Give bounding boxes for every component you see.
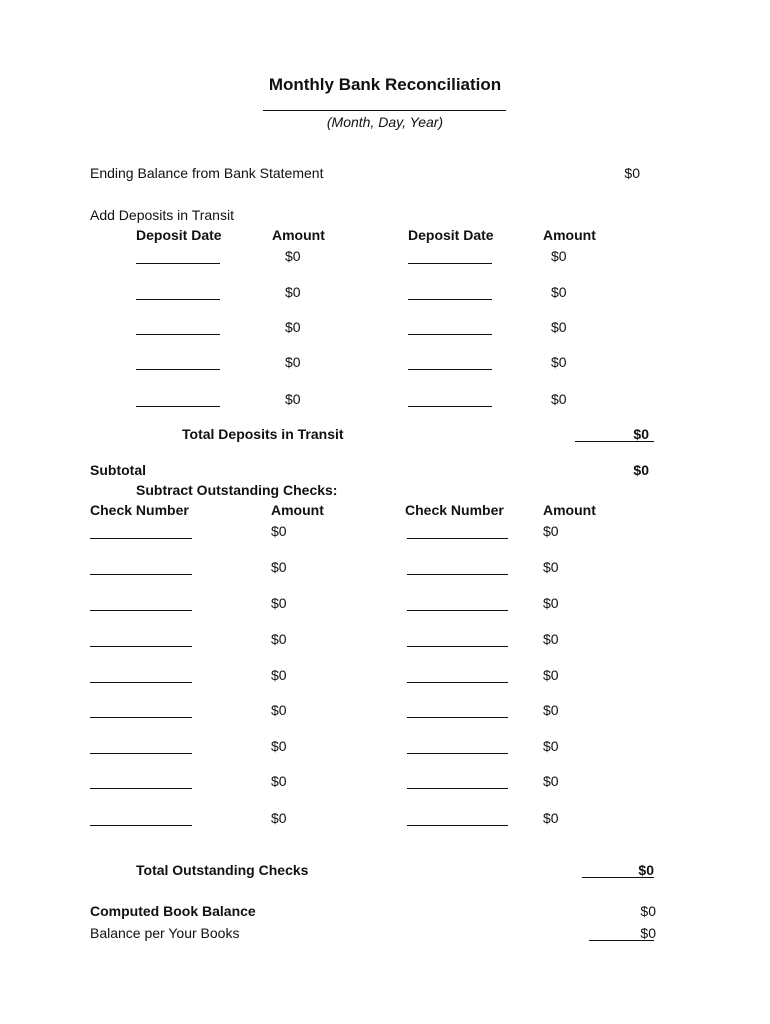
deposit-date-blank-left[interactable] bbox=[136, 263, 220, 264]
date-caption: (Month, Day, Year) bbox=[326, 114, 444, 130]
deposit-date-blank-left[interactable] bbox=[136, 406, 220, 407]
check-amount-left: $0 bbox=[271, 738, 287, 754]
computed-book-balance-value: $0 bbox=[640, 903, 656, 919]
check-number-blank-left[interactable] bbox=[90, 574, 192, 575]
check-number-blank-right[interactable] bbox=[407, 574, 508, 575]
deposit-date-blank-right[interactable] bbox=[408, 334, 492, 335]
deposit-amount-left: $0 bbox=[285, 319, 301, 335]
deposit-date-blank-right[interactable] bbox=[408, 369, 492, 370]
deposit-amount-right: $0 bbox=[551, 354, 567, 370]
check-amount-left: $0 bbox=[271, 773, 287, 789]
subtotal-label: Subtotal bbox=[90, 462, 146, 478]
deposit-date-header-left: Deposit Date bbox=[136, 227, 222, 243]
deposit-amount-left: $0 bbox=[285, 284, 301, 300]
check-number-header-right: Check Number bbox=[405, 502, 504, 518]
check-amount-right: $0 bbox=[543, 595, 559, 611]
total-checks-label: Total Outstanding Checks bbox=[136, 862, 309, 878]
check-number-blank-left[interactable] bbox=[90, 788, 192, 789]
deposit-date-blank-left[interactable] bbox=[136, 334, 220, 335]
ending-balance-label: Ending Balance from Bank Statement bbox=[90, 165, 324, 181]
check-amount-right: $0 bbox=[543, 631, 559, 647]
check-number-blank-left[interactable] bbox=[90, 753, 192, 754]
balance-per-books-value: $0 bbox=[640, 925, 656, 941]
subtotal-value: $0 bbox=[633, 462, 649, 478]
check-amount-header-left: Amount bbox=[271, 502, 324, 518]
total-checks-value: $0 bbox=[638, 862, 654, 878]
deposit-amount-right: $0 bbox=[551, 248, 567, 264]
deposits-section-label: Add Deposits in Transit bbox=[90, 207, 234, 223]
check-number-blank-right[interactable] bbox=[407, 788, 508, 789]
deposit-date-blank-left[interactable] bbox=[136, 369, 220, 370]
check-number-blank-left[interactable] bbox=[90, 610, 192, 611]
check-amount-left: $0 bbox=[271, 523, 287, 539]
check-amount-left: $0 bbox=[271, 559, 287, 575]
check-number-blank-right[interactable] bbox=[407, 646, 508, 647]
computed-book-balance-label: Computed Book Balance bbox=[90, 903, 256, 919]
check-number-blank-right[interactable] bbox=[407, 717, 508, 718]
check-amount-header-right: Amount bbox=[543, 502, 596, 518]
check-number-blank-right[interactable] bbox=[407, 753, 508, 754]
deposit-amount-left: $0 bbox=[285, 248, 301, 264]
deposit-date-blank-right[interactable] bbox=[408, 299, 492, 300]
deposit-amount-header-left: Amount bbox=[272, 227, 325, 243]
checks-section-label: Subtract Outstanding Checks: bbox=[136, 482, 338, 498]
check-amount-right: $0 bbox=[543, 523, 559, 539]
check-amount-right: $0 bbox=[543, 773, 559, 789]
check-amount-right: $0 bbox=[543, 738, 559, 754]
check-number-blank-right[interactable] bbox=[407, 610, 508, 611]
deposit-amount-right: $0 bbox=[551, 319, 567, 335]
balance-per-books-label: Balance per Your Books bbox=[90, 925, 240, 941]
check-amount-right: $0 bbox=[543, 810, 559, 826]
check-amount-left: $0 bbox=[271, 667, 287, 683]
check-amount-right: $0 bbox=[543, 667, 559, 683]
check-amount-left: $0 bbox=[271, 631, 287, 647]
date-blank-line[interactable] bbox=[263, 110, 506, 111]
check-number-header-left: Check Number bbox=[90, 502, 189, 518]
total-deposits-label: Total Deposits in Transit bbox=[182, 426, 344, 442]
check-amount-left: $0 bbox=[271, 702, 287, 718]
deposit-amount-header-right: Amount bbox=[543, 227, 596, 243]
deposit-amount-right: $0 bbox=[551, 391, 567, 407]
total-deposits-value: $0 bbox=[633, 426, 649, 442]
check-number-blank-left[interactable] bbox=[90, 717, 192, 718]
page-title: Monthly Bank Reconciliation bbox=[268, 75, 502, 94]
deposit-amount-left: $0 bbox=[285, 354, 301, 370]
deposit-date-blank-right[interactable] bbox=[408, 406, 492, 407]
check-number-blank-left[interactable] bbox=[90, 538, 192, 539]
check-amount-right: $0 bbox=[543, 559, 559, 575]
check-number-blank-left[interactable] bbox=[90, 682, 192, 683]
deposit-amount-left: $0 bbox=[285, 391, 301, 407]
deposit-date-blank-left[interactable] bbox=[136, 299, 220, 300]
check-number-blank-right[interactable] bbox=[407, 538, 508, 539]
check-number-blank-left[interactable] bbox=[90, 825, 192, 826]
deposit-date-header-right: Deposit Date bbox=[408, 227, 494, 243]
check-number-blank-right[interactable] bbox=[407, 682, 508, 683]
check-number-blank-left[interactable] bbox=[90, 646, 192, 647]
check-amount-left: $0 bbox=[271, 595, 287, 611]
check-amount-right: $0 bbox=[543, 702, 559, 718]
check-amount-left: $0 bbox=[271, 810, 287, 826]
check-number-blank-right[interactable] bbox=[407, 825, 508, 826]
deposit-amount-right: $0 bbox=[551, 284, 567, 300]
deposit-date-blank-right[interactable] bbox=[408, 263, 492, 264]
ending-balance-value: $0 bbox=[624, 165, 640, 181]
